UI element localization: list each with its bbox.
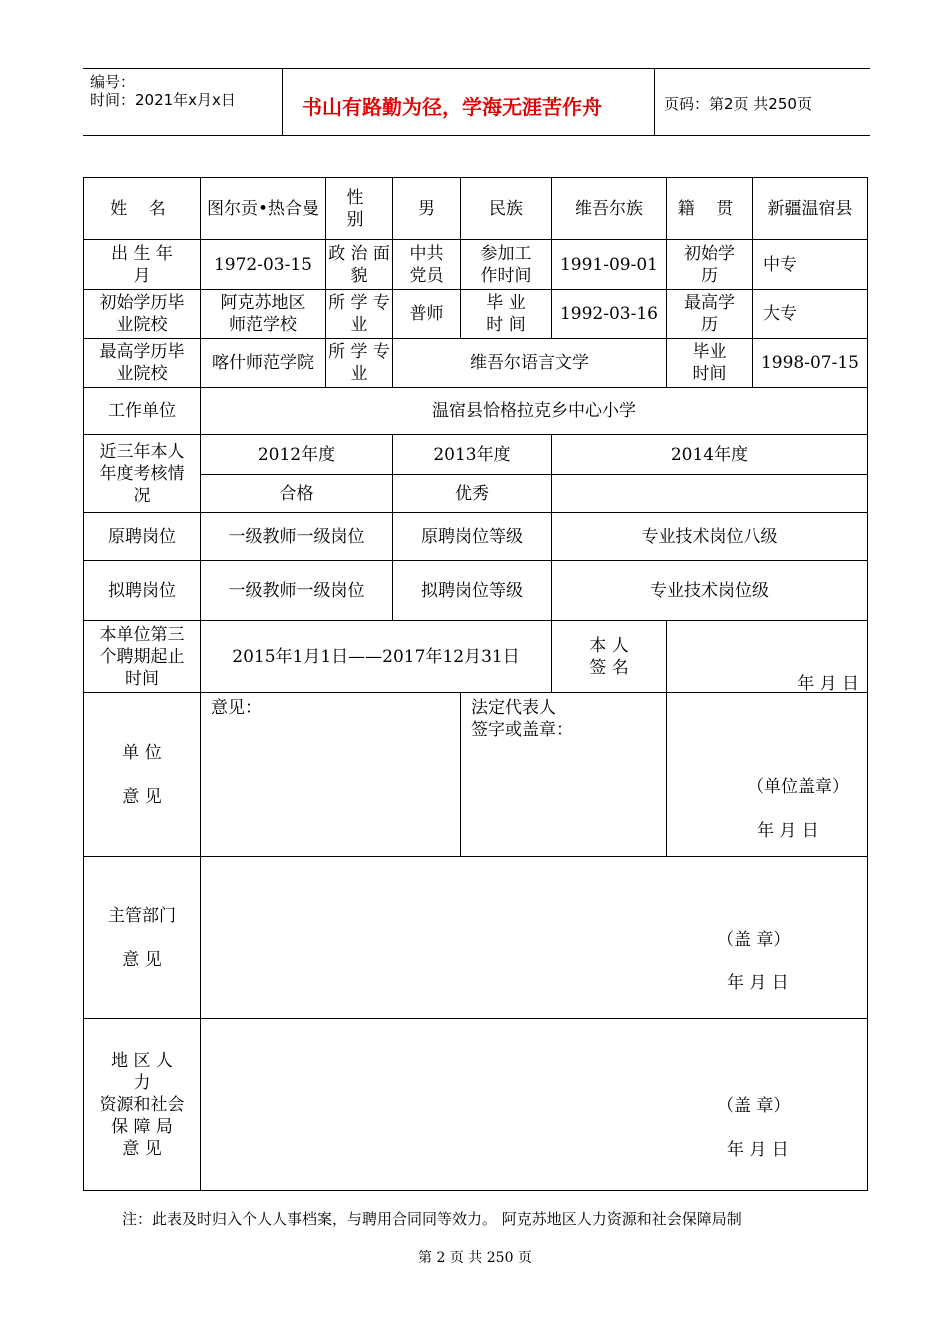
unit-stamp-label: （单位盖章） — [747, 777, 849, 797]
birth-value: 1972-03-15 — [201, 240, 326, 290]
proposed-post-grade-label: 拟聘岗位等级 — [393, 561, 552, 621]
dept-opinion-label — [84, 857, 201, 1019]
document-date: 时间：2021年x月x日 — [90, 91, 236, 109]
highest-grad-time-label: 毕业时间 — [667, 339, 753, 388]
hr-stamp-label: （盖 章） — [717, 1096, 791, 1116]
unit-opinion-label-line2: 意 见 — [122, 786, 162, 807]
highest-school-label: 最高学历毕业院校 — [84, 339, 201, 388]
highest-school-value: 喀什师范学院 — [201, 339, 326, 388]
hr-opinion-label-line2: 力 — [133, 1072, 151, 1093]
term-value: 2015年1月1日——2017年12月31日 — [201, 621, 552, 693]
header-page-label: 页码：第2页 共250页 — [664, 95, 812, 113]
original-post-label: 原聘岗位 — [84, 513, 201, 561]
hr-opinion-label — [84, 1019, 201, 1191]
hr-opinion-label-line4: 保 障 局 — [111, 1116, 173, 1137]
hr-opinion-label-line5: 意 见 — [122, 1138, 162, 1159]
representative-sign-area[interactable] — [461, 693, 667, 857]
assessment-label: 近三年本人年度考核情况 — [84, 435, 201, 513]
unit-opinion-label-line1: 单 位 — [122, 742, 162, 763]
origin-value: 新疆温宿县 — [753, 178, 868, 240]
dept-stamp-label: （盖 章） — [717, 930, 791, 950]
initial-school-value: 阿克苏地区师范学校 — [201, 290, 326, 339]
work-unit-value: 温宿县恰格拉克乡中心小学 — [201, 388, 868, 435]
document-number-label: 编号： — [90, 73, 136, 91]
footer-note: 注：此表及时归入个人人事档案，与聘用合同同等效力。 阿克苏地区人力资源和社会保障局制 — [122, 1210, 742, 1228]
term-label: 本单位第三个聘期起止时间 — [84, 621, 201, 693]
header-divider-right — [654, 68, 655, 136]
grad-time-label: 毕 业 时 间 — [461, 290, 552, 339]
header-bottom-line — [83, 135, 870, 136]
header-motto: 书山有路勤为径，学海无涯苦作舟 — [302, 95, 602, 119]
sign-label: 本 人 签 名 — [552, 621, 667, 693]
sign-date: 年 月 日 — [797, 674, 859, 693]
hr-opinion-label-line3: 资源和社会 — [99, 1094, 185, 1115]
hr-opinion-label-line1: 地 区 人 — [111, 1050, 173, 1071]
initial-edu-value: 中专 — [753, 240, 868, 290]
header-top-line — [83, 68, 870, 69]
highest-major-value: 维吾尔语言文学 — [393, 339, 667, 388]
gender-label: 性 别 — [326, 178, 393, 240]
birth-label: 出 生 年 月 — [84, 240, 201, 290]
sign-area[interactable] — [667, 621, 868, 693]
dept-opinion-label-line2: 意 见 — [122, 949, 162, 970]
assessment-result-2014 — [552, 475, 868, 513]
unit-stamp-area[interactable] — [667, 693, 868, 857]
gender-value: 男 — [393, 178, 461, 240]
unit-opinion-area[interactable] — [201, 693, 461, 857]
highest-edu-value: 大专 — [753, 290, 868, 339]
proposed-post-value: 一级教师一级岗位 — [201, 561, 393, 621]
work-unit-label: 工作单位 — [84, 388, 201, 435]
major-value: 普师 — [393, 290, 461, 339]
name-label: 姓 名 — [84, 178, 201, 240]
work-start-label: 参加工作时间 — [461, 240, 552, 290]
assessment-year-2013: 2013年度 — [393, 435, 552, 475]
header-divider-left — [282, 68, 283, 136]
initial-edu-label: 初始学历 — [667, 240, 753, 290]
assessment-result-2012: 合格 — [201, 475, 393, 513]
original-post-value: 一级教师一级岗位 — [201, 513, 393, 561]
application-form — [83, 177, 868, 1191]
assessment-year-2012: 2012年度 — [201, 435, 393, 475]
work-start-value: 1991-09-01 — [552, 240, 667, 290]
hr-opinion-area[interactable] — [201, 1019, 868, 1191]
assessment-year-2014: 2014年度 — [552, 435, 868, 475]
grad-time-value: 1992-03-16 — [552, 290, 667, 339]
ethnicity-value: 维吾尔族 — [552, 178, 667, 240]
opinion-label: 意见： — [211, 698, 262, 718]
ethnicity-label: 民族 — [461, 178, 552, 240]
politics-value: 中共党员 — [393, 240, 461, 290]
highest-major-label: 所 学 专 业 — [326, 339, 393, 388]
proposed-post-grade-value: 专业技术岗位级 — [552, 561, 868, 621]
initial-school-label: 初始学历毕业院校 — [84, 290, 201, 339]
representative-label-line2: 签字或盖章： — [471, 720, 573, 740]
footer-page-number: 第 2 页 共 250 页 — [418, 1250, 532, 1266]
unit-opinion-label — [84, 693, 201, 857]
highest-edu-label: 最高学历 — [667, 290, 753, 339]
unit-stamp-date: 年 月 日 — [757, 821, 819, 841]
major-label: 所 学 专 业 — [326, 290, 393, 339]
original-post-grade-value: 专业技术岗位八级 — [552, 513, 868, 561]
origin-label: 籍 贯 — [667, 178, 753, 240]
politics-label: 政 治 面 貌 — [326, 240, 393, 290]
proposed-post-label: 拟聘岗位 — [84, 561, 201, 621]
dept-opinion-area[interactable] — [201, 857, 868, 1019]
dept-opinion-label-line1: 主管部门 — [108, 905, 176, 926]
representative-label — [471, 697, 573, 741]
hr-stamp-date: 年 月 日 — [727, 1140, 789, 1160]
original-post-grade-label: 原聘岗位等级 — [393, 513, 552, 561]
name-value: 图尔贡•热合曼 — [201, 178, 326, 240]
highest-grad-time-value: 1998-07-15 — [753, 339, 868, 388]
representative-label-line1: 法定代表人 — [471, 698, 556, 718]
assessment-result-2013: 优秀 — [393, 475, 552, 513]
dept-stamp-date: 年 月 日 — [727, 973, 789, 993]
